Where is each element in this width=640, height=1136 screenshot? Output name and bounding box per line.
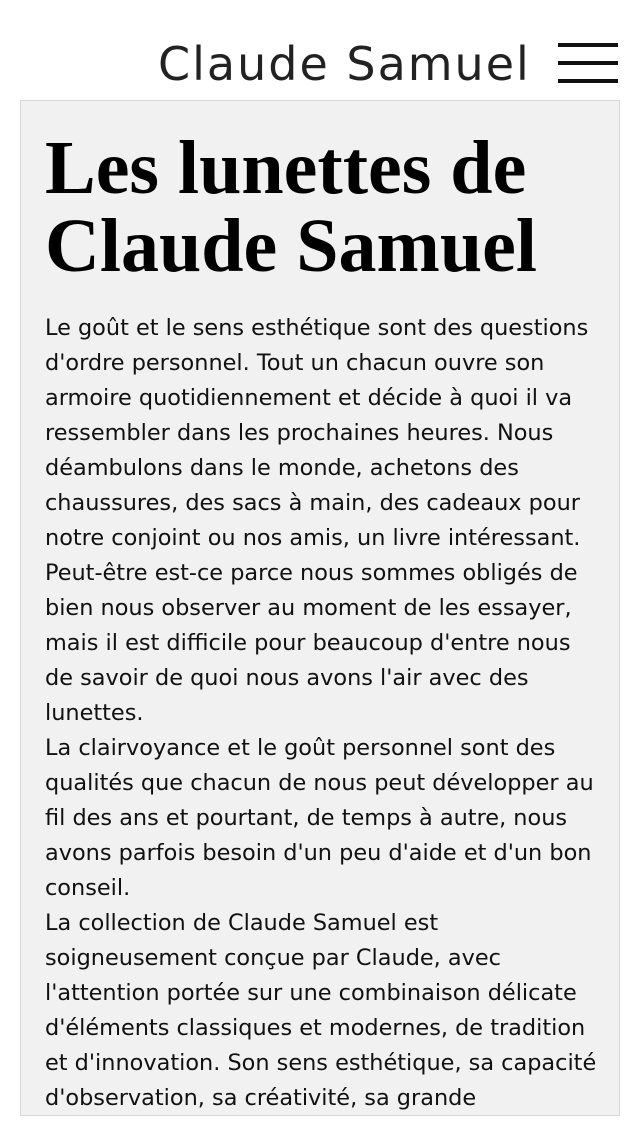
article-paragraph: Le goût et le sens esthétique sont des questions d'ordre personnel. Tout un chacun ouvre son armoire quotidiennement et décide à quoi il va ressembler dans les prochaines heures. Nous déambulons dans le monde, achetons des chaussures, des sacs à main, des cadeaux pour notre conjoint ou nos amis, un livre intéressant. Peut-être est-ce parce nous sommes obligés de bien nous observer au moment de les essayer, mais il est difficile pour beaucoup d'entre nous de savoir de quoi nous avons l'air avec des lunettes. (45, 315, 589, 726)
menu-bar (558, 43, 618, 47)
menu-bar (558, 61, 618, 65)
menu-bar (558, 79, 618, 83)
hamburger-menu-icon[interactable] (558, 43, 618, 85)
page-title: Les lunettes de Claude Samuel (45, 126, 537, 288)
site-header (0, 0, 640, 100)
article-body (45, 311, 601, 1116)
article-paragraph: La collection de Claude Samuel est soigneusement conçue par Claude, avec l'attention portée sur une combinaison délicate d'éléments classiques et modernes, de tradition et d'innovation. Son sens esthétique, sa capacité d'observation, sa créativité, sa grande (45, 910, 597, 1111)
article-panel (20, 100, 620, 1116)
site-logo[interactable]: Claude Samuel (158, 37, 531, 91)
article-paragraph: La clairvoyance et le goût personnel sont des qualités que chacun de nous peut développer au fil des ans et pourtant, de temps à autre, nous avons parfois besoin d'un peu d'aide et d'un bon conseil. (45, 735, 594, 901)
